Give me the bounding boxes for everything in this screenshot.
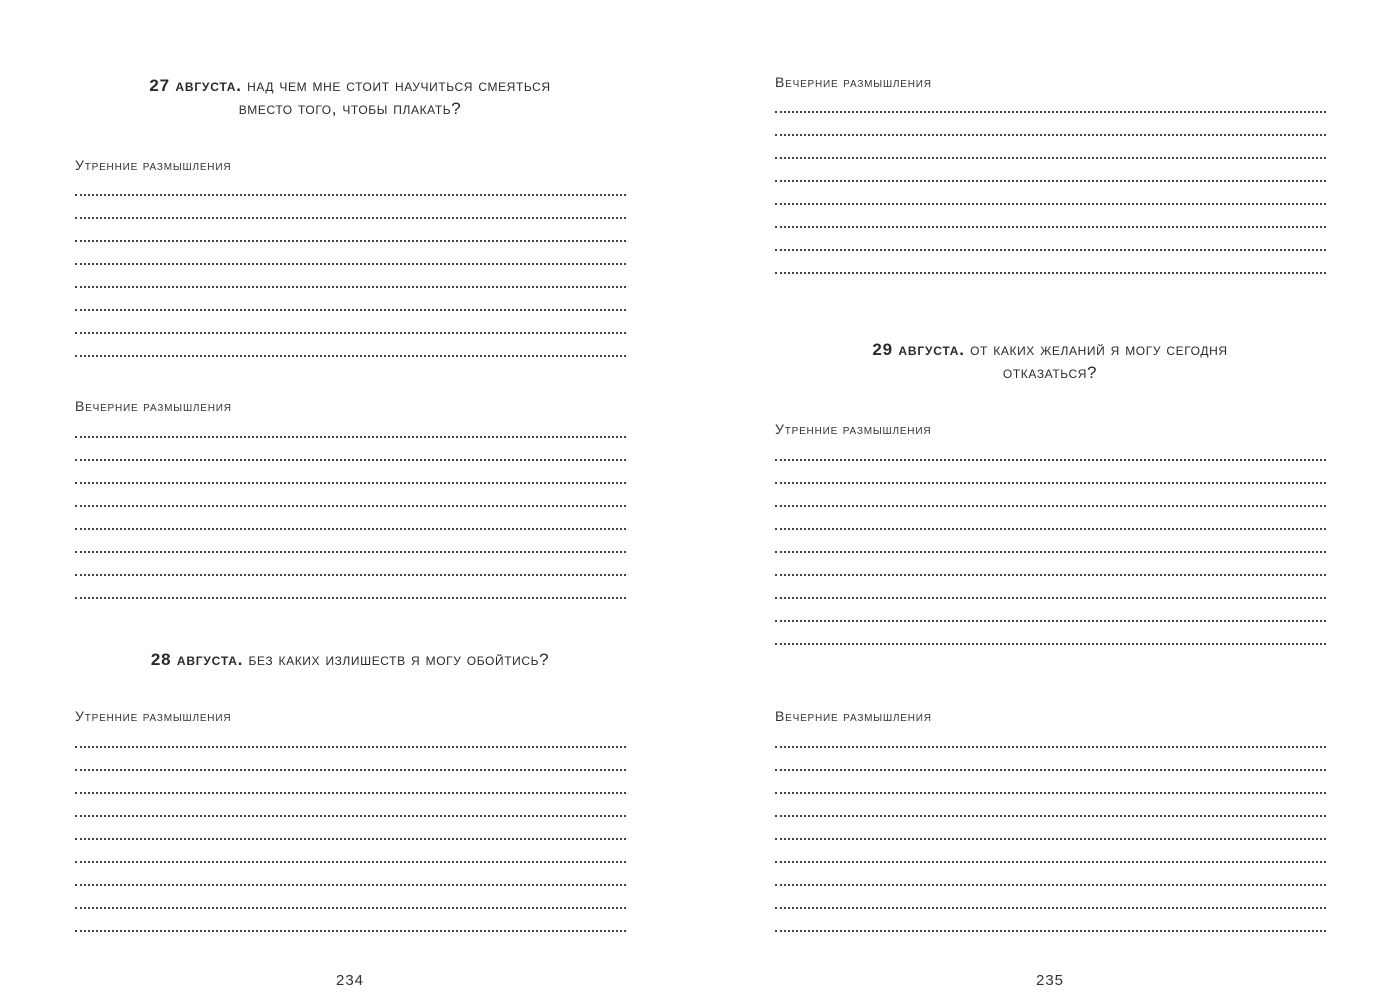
entry-27-heading xyxy=(75,74,625,120)
right-page xyxy=(700,0,1400,1000)
entry-29-question-line1: от каких желаний я могу сегодня xyxy=(970,340,1228,359)
writing-line[interactable] xyxy=(775,576,1326,599)
entry-29-morning-label: Утренние размышления xyxy=(775,421,932,437)
entry-29-morning-lines xyxy=(775,438,1326,645)
entry-28-morning-lines xyxy=(75,725,626,932)
page-number-right: 235 xyxy=(1035,972,1065,989)
entry-28-evening-lines xyxy=(775,90,1326,274)
writing-line[interactable] xyxy=(75,288,626,311)
writing-line[interactable] xyxy=(775,205,1326,228)
writing-line[interactable] xyxy=(75,886,626,909)
writing-line[interactable] xyxy=(775,484,1326,507)
writing-line[interactable] xyxy=(75,311,626,334)
writing-line[interactable] xyxy=(75,415,626,438)
writing-line[interactable] xyxy=(775,840,1326,863)
entry-29-question-line2: отказаться? xyxy=(1002,363,1098,382)
writing-line[interactable] xyxy=(775,748,1326,771)
writing-line[interactable] xyxy=(75,794,626,817)
writing-line[interactable] xyxy=(775,251,1326,274)
writing-line[interactable] xyxy=(775,507,1326,530)
writing-line[interactable] xyxy=(775,159,1326,182)
writing-line[interactable] xyxy=(75,334,626,357)
writing-line[interactable] xyxy=(775,136,1326,159)
entry-28-date: 28 августа. xyxy=(150,650,244,669)
entry-28-heading xyxy=(75,648,625,671)
page-number-left: 234 xyxy=(335,972,365,989)
writing-line[interactable] xyxy=(75,553,626,576)
entry-28-evening-label: Вечерние размышления xyxy=(775,74,932,90)
writing-line[interactable] xyxy=(775,886,1326,909)
writing-line[interactable] xyxy=(775,622,1326,645)
writing-line[interactable] xyxy=(75,173,626,196)
writing-line[interactable] xyxy=(75,530,626,553)
entry-29-heading xyxy=(775,338,1325,384)
writing-line[interactable] xyxy=(775,794,1326,817)
writing-line[interactable] xyxy=(75,748,626,771)
writing-line[interactable] xyxy=(775,553,1326,576)
entry-28-question: без каких излишеств я могу обойтись? xyxy=(248,650,550,669)
writing-line[interactable] xyxy=(75,242,626,265)
writing-line[interactable] xyxy=(775,90,1326,113)
writing-line[interactable] xyxy=(775,438,1326,461)
writing-line[interactable] xyxy=(775,530,1326,553)
writing-line[interactable] xyxy=(775,228,1326,251)
writing-line[interactable] xyxy=(75,863,626,886)
writing-line[interactable] xyxy=(75,196,626,219)
writing-line[interactable] xyxy=(75,725,626,748)
writing-line[interactable] xyxy=(775,182,1326,205)
writing-line[interactable] xyxy=(775,771,1326,794)
writing-line[interactable] xyxy=(775,599,1326,622)
entry-27-evening-label: Вечерние размышления xyxy=(75,398,232,414)
writing-line[interactable] xyxy=(775,909,1326,932)
entry-29-evening-label: Вечерние размышления xyxy=(775,708,932,724)
writing-line[interactable] xyxy=(75,219,626,242)
writing-line[interactable] xyxy=(75,461,626,484)
writing-line[interactable] xyxy=(775,725,1326,748)
entry-27-question-line1: над чем мне стоит научиться смеяться xyxy=(247,76,551,95)
writing-line[interactable] xyxy=(775,113,1326,136)
writing-line[interactable] xyxy=(775,461,1326,484)
writing-line[interactable] xyxy=(75,484,626,507)
entry-27-evening-lines xyxy=(75,415,626,599)
entry-27-date: 27 августа. xyxy=(149,76,242,95)
writing-line[interactable] xyxy=(75,265,626,288)
entry-29-evening-lines xyxy=(775,725,1326,932)
entry-27-question-line2: вместо того, чтобы плакать? xyxy=(238,99,462,118)
entry-27-morning-label: Утренние размышления xyxy=(75,157,232,173)
writing-line[interactable] xyxy=(75,817,626,840)
writing-line[interactable] xyxy=(75,909,626,932)
entry-28-morning-label: Утренние размышления xyxy=(75,708,232,724)
writing-line[interactable] xyxy=(75,771,626,794)
entry-27-morning-lines xyxy=(75,173,626,357)
writing-line[interactable] xyxy=(75,438,626,461)
writing-line[interactable] xyxy=(75,576,626,599)
writing-line[interactable] xyxy=(775,817,1326,840)
writing-line[interactable] xyxy=(75,840,626,863)
entry-29-date: 29 августа. xyxy=(872,340,965,359)
writing-line[interactable] xyxy=(775,863,1326,886)
writing-line[interactable] xyxy=(75,507,626,530)
